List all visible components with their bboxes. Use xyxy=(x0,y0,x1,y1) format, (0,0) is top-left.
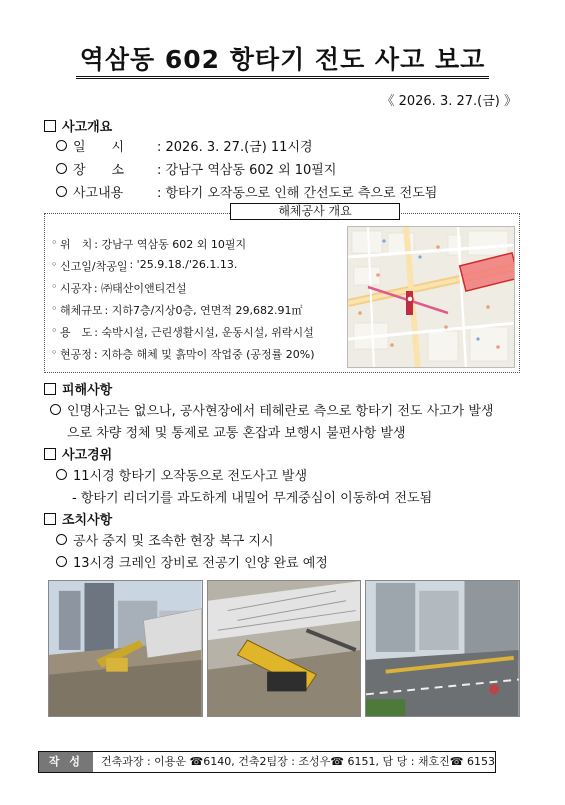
info-value: : 지하7층/지상0층, 연면적 29,682.91㎡ xyxy=(104,304,303,317)
diamond-bullet-icon: ◦ xyxy=(51,302,58,315)
photo-strip xyxy=(48,580,520,717)
site-photo-1 xyxy=(48,580,203,717)
info-value: : ㈜태산이앤티건설 xyxy=(93,282,187,295)
info-row xyxy=(51,258,237,274)
diamond-bullet-icon: ◦ xyxy=(51,236,58,249)
page-title xyxy=(0,40,565,76)
section-heading: 조치사항 xyxy=(62,513,113,528)
section-heading: 피해사항 xyxy=(62,383,113,398)
circle-bullet-icon xyxy=(56,140,67,151)
diamond-bullet-icon: ◦ xyxy=(51,258,58,271)
progress-text: 11시경 항타기 오작동으로 전도사고 발생 xyxy=(73,469,307,484)
damage-item xyxy=(50,400,494,419)
diamond-bullet-icon: ◦ xyxy=(51,324,58,337)
info-row xyxy=(51,302,303,318)
info-value: : 지하층 해체 및 흙막이 작업중 (공정률 20%) xyxy=(93,348,315,361)
info-key: 시공자 xyxy=(60,282,92,295)
circle-bullet-icon xyxy=(56,556,67,567)
circle-bullet-icon xyxy=(56,469,67,480)
overview-item xyxy=(56,182,437,201)
section-heading: 사고경위 xyxy=(62,448,113,463)
info-key: 해체규모 xyxy=(60,304,103,317)
damage-text: 인명사고는 없으나, 공사현장에서 테헤란로 측으로 항타기 전도 사고가 발생 xyxy=(67,404,494,419)
item-label: 일 시 xyxy=(73,140,125,155)
section-heading: 사고개요 xyxy=(62,120,113,135)
section-progress xyxy=(44,444,112,463)
action-text: 13시경 크레인 장비로 전공기 인양 완료 예정 xyxy=(73,556,328,571)
location-map xyxy=(347,226,515,368)
overview-item xyxy=(56,159,336,178)
diamond-bullet-icon: ◦ xyxy=(51,280,58,293)
site-photo-2 xyxy=(207,580,362,717)
circle-bullet-icon xyxy=(56,186,67,197)
info-value: : 강남구 역삼동 602 외 10필지 xyxy=(94,238,247,251)
checkbox-icon xyxy=(44,383,56,395)
checkbox-icon xyxy=(44,448,56,460)
overview-item xyxy=(56,136,313,155)
info-row xyxy=(51,324,314,340)
info-key: 신고일/착공일 xyxy=(60,260,128,273)
info-row xyxy=(51,236,246,252)
action-item xyxy=(56,552,328,571)
section-damage xyxy=(44,379,112,398)
report-date: 《 2026. 3. 27.(금) 》 xyxy=(381,94,517,109)
action-item xyxy=(56,530,274,549)
item-label: 사고내용 xyxy=(73,186,124,201)
info-value: : '25.9.18./'26.1.13. xyxy=(129,258,238,271)
demolition-panel xyxy=(44,213,520,373)
action-text: 공사 중지 및 조속한 현장 복구 지시 xyxy=(73,534,274,549)
site-photo-3 xyxy=(365,580,520,717)
demolition-heading: 해체공사 개요 xyxy=(230,203,400,220)
progress-subtext: - 항타기 리더기를 과도하게 내밀어 무게중심이 이동하여 전도됨 xyxy=(72,491,433,506)
diamond-bullet-icon: ◦ xyxy=(51,346,58,359)
info-key: 위 치 xyxy=(60,238,93,251)
info-key: 용 도 xyxy=(60,326,93,339)
title-text: 역삼동 602 항타기 전도 사고 보고 xyxy=(76,45,490,79)
item-value: : 항타기 오작동으로 인해 간선도로 측으로 전도됨 xyxy=(157,186,438,201)
item-value: : 강남구 역삼동 602 외 10필지 xyxy=(157,163,337,178)
map-graphic xyxy=(348,227,515,368)
progress-item xyxy=(56,465,307,484)
checkbox-icon xyxy=(44,513,56,525)
item-label: 장 소 xyxy=(73,163,125,178)
circle-bullet-icon xyxy=(56,534,67,545)
author-label: 작 성 자 xyxy=(39,752,93,772)
circle-bullet-icon xyxy=(56,163,67,174)
checkbox-icon xyxy=(44,120,56,132)
author-footer xyxy=(38,751,496,788)
damage-item-cont xyxy=(67,422,406,441)
item-value: : 2026. 3. 27.(금) 11시경 xyxy=(157,140,313,155)
damage-text-cont: 으로 차량 정체 및 통제로 교통 혼잡과 보행시 불편사항 발생 xyxy=(67,426,406,441)
section-actions xyxy=(44,509,112,528)
info-key: 현공정 xyxy=(60,348,92,361)
progress-subitem xyxy=(72,487,432,506)
author-contacts: 건축과장 : 이용운 ☎6140, 건축2팀장 : 조성우☎ 6151, 담 당 : 채호진☎ 6153 xyxy=(100,755,495,768)
info-value: : 숙박시설, 근린생활시설, 운동시설, 위락시설 xyxy=(94,326,314,339)
circle-bullet-icon xyxy=(50,404,61,415)
info-row xyxy=(51,280,186,296)
info-row xyxy=(51,346,315,362)
section-overview xyxy=(44,116,112,135)
